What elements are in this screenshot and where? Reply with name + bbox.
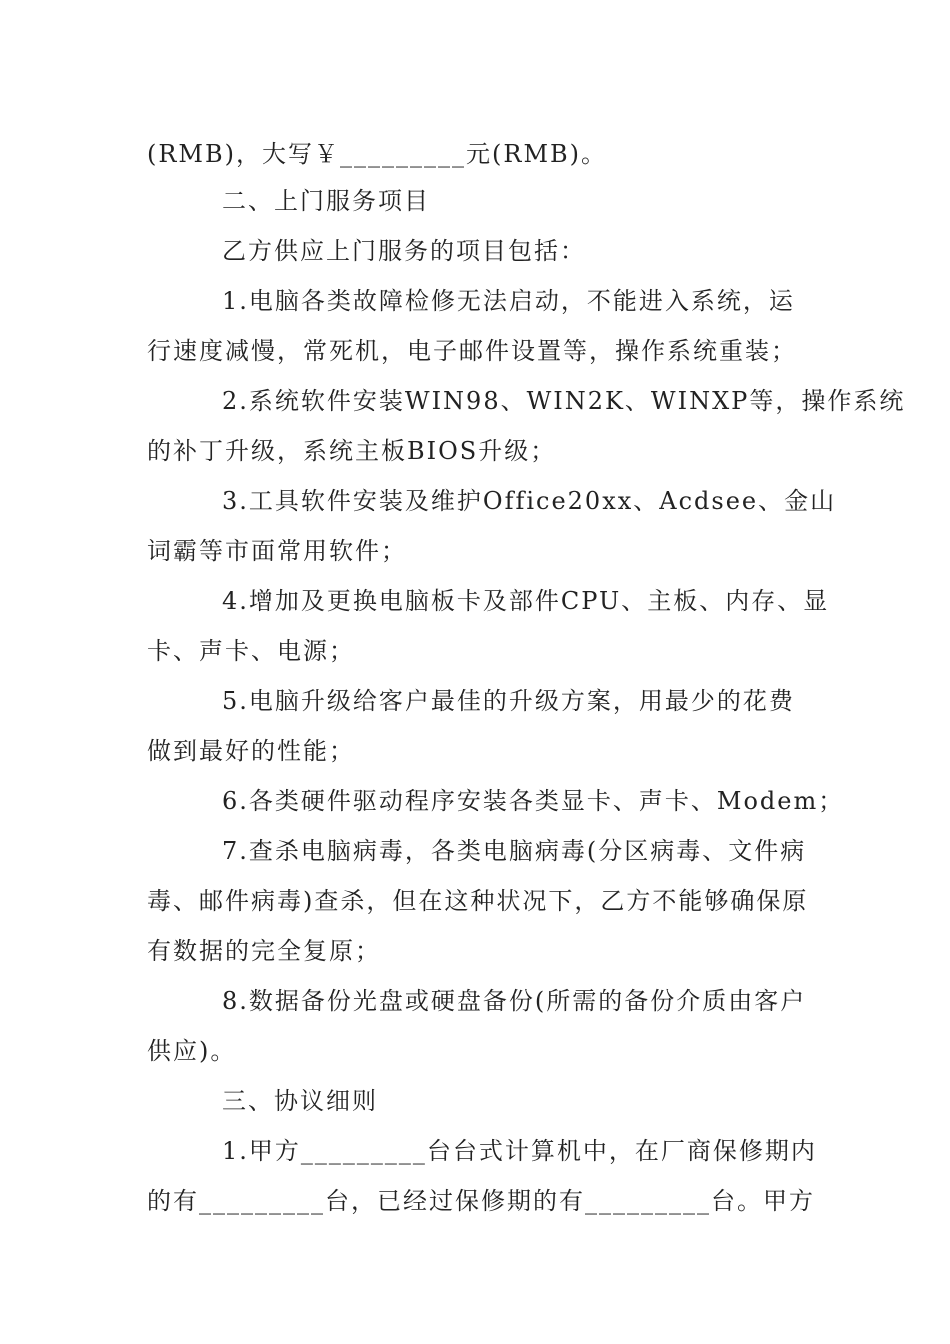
text-line: 行速度减慢，常死机，电子邮件设置等，操作系统重装； — [147, 337, 797, 365]
text-line: (RMB)，大写￥_________元(RMB)。 — [147, 140, 608, 168]
text-line: 做到最好的性能； — [147, 737, 355, 765]
section-heading: 二、上门服务项目 — [222, 187, 430, 215]
list-item: 7.查杀电脑病毒，各类电脑病毒(分区病毒、文件病 — [222, 837, 807, 865]
text-line: 乙方供应上门服务的项目包括： — [222, 237, 586, 265]
list-item: 4.增加及更换电脑板卡及部件CPU、主板、内存、显 — [222, 587, 830, 615]
list-item: 8.数据备份光盘或硬盘备份(所需的备份介质由客户 — [222, 987, 807, 1015]
list-item: 3.工具软件安装及维护Office20xx、Acdsee、金山 — [222, 487, 837, 515]
list-item: 1.电脑各类故障检修无法启动，不能进入系统，运 — [222, 287, 795, 315]
list-item: 6.各类硬件驱动程序安装各类显卡、声卡、Modem； — [222, 787, 845, 815]
text-line: 的有_________台，已经过保修期的有_________台。甲方 — [147, 1187, 815, 1215]
text-line: 毒、邮件病毒)查杀，但在这种状况下，乙方不能够确保原 — [147, 887, 809, 915]
text-line: 卡、声卡、电源； — [147, 637, 355, 665]
list-item: 2.系统软件安装WIN98、WIN2K、WINXP等，操作系统 — [222, 387, 906, 415]
section-heading: 三、协议细则 — [222, 1087, 378, 1115]
text-line: 的补丁升级，系统主板BIOS升级； — [147, 437, 557, 465]
list-item: 5.电脑升级给客户最佳的升级方案，用最少的花费 — [222, 687, 795, 715]
list-item: 1.甲方_________台台式计算机中，在厂商保修期内 — [222, 1137, 817, 1165]
text-line: 有数据的完全复原； — [147, 937, 381, 965]
text-line: 词霸等市面常用软件； — [147, 537, 407, 565]
text-line: 供应)。 — [147, 1037, 237, 1065]
